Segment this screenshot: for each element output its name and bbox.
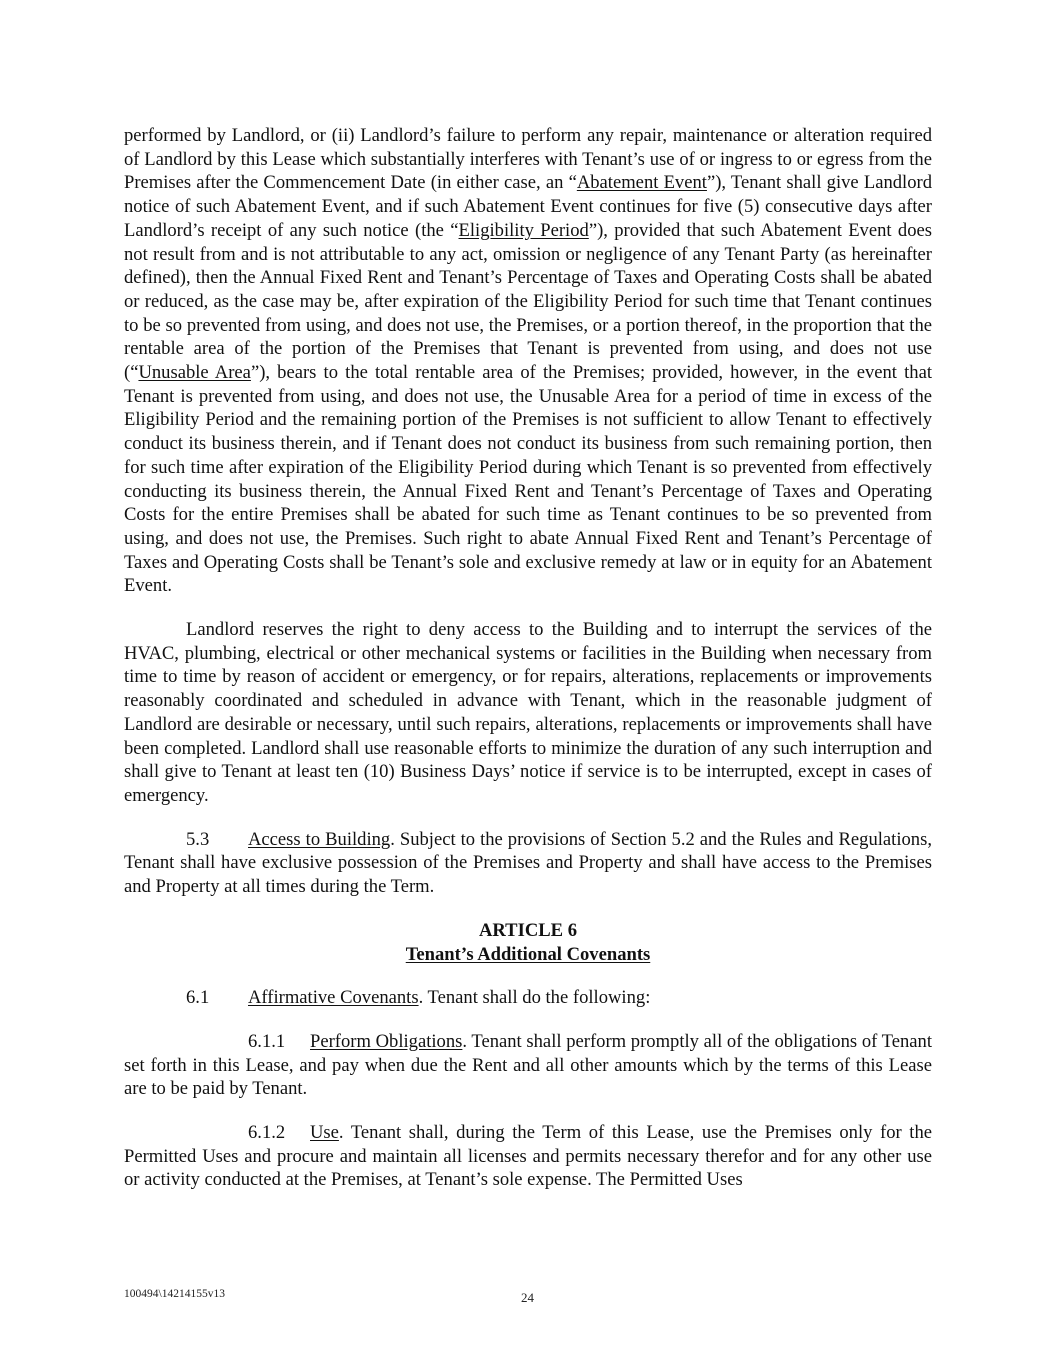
section-number: 6.1.1: [248, 1030, 286, 1052]
section-heading: Use: [310, 1122, 339, 1144]
page-number: 24: [521, 1290, 534, 1305]
section-heading: Affirmative Covenants: [248, 987, 419, 1009]
defined-term-eligibility-period: Eligibility Period: [458, 219, 589, 241]
paragraph-abatement: performed by Landlord, or (ii) Landlord’s failure to perform any repair, maintenance or alteration required of Landlord by this Lease which substantially interferes with Tenant’s use of or ingress to or egress from the Premises after the Commencement Date (in either case, an “Abatement Event”), Tenant shall give Landlord notice of such Abatement Event, and if such Abatement Event continues for five (5) consecutive days after Landlord’s receipt of any such notice (the “Eligibility Period”), provided that such Abatement Event does not result from and is not attributable to any act, omission or negligence of any Tenant Party (as hereinafter defined), then the Annual Fixed Rent and Tenant’s Percentage of Taxes and Operating Costs shall be abated or reduced, as the case may be, after expiration of the Eligibility Period for such time that Tenant continues to be so prevented from using, and does not use, the Premises, or a portion thereof, in the proportion that the rentable area of the portion of the Premises that Tenant is prevented from using, and does not use (“Unusable Area”), bears to the total rentable area of the Premises; provided, however, in the event that Tenant is prevented from using, and does not use, the Unusable Area for a period of time in excess of the Eligibility Period and the remaining portion of the Premises is not sufficient to allow Tenant to effectively conduct its business therein, and if Tenant does not conduct its business from such remaining portion, then for such time after expiration of the Eligibility Period during which Tenant is so prevented from effectively conducting its business therein, the Annual Fixed Rent and Tenant’s Percentage of Taxes and Operating Costs for the entire Premises shall be abated for such time as Tenant continues to be so prevented from using, and does not use, the Premises. Such right to abate Annual Fixed Rent and Tenant’s Percentage of Taxes and Operating Costs shall be Tenant’s sole and exclusive remedy at law or in equity for an Abatement Event.: [124, 125, 932, 597]
defined-term-abatement-event: Abatement Event: [576, 172, 707, 194]
article-heading: [124, 919, 932, 966]
section-6-1-1: 6.1.1 Perform Obligations. Tenant shall perform promptly all of the obligations of Tenant set forth in this Lease, and pay when due the Rent and all other amounts which by the terms of this Lease are to be paid by Tenant.: [124, 1030, 932, 1100]
section-heading: Access to Building: [248, 828, 391, 850]
section-number: 6.1.2: [248, 1122, 286, 1144]
section-6-1: 6.1 Affirmative Covenants. Tenant shall do the following:: [186, 987, 651, 1009]
document-body: [124, 124, 932, 1192]
document-id: 100494\14214155v13: [124, 1288, 225, 1300]
paragraph-landlord-access: Landlord reserves the right to deny access to the Building and to interrupt the services of the HVAC, plumbing, electrical or other mechanical systems or facilities in the Building when necessary from time to time by reason of accident or emergency, or for repairs, alterations, replacements or improvements reasonably coordinated and scheduled in advance with Tenant, which in the reasonable judgment of Landlord are desirable or necessary, until such repairs, alterations, replacements or improvements shall have been completed. Landlord shall use reasonable efforts to minimize the duration of any such interruption and shall give to Tenant at least ten (10) Business Days’ notice if service is to be interrupted, except in cases of emergency.: [124, 619, 932, 806]
defined-term-unusable-area: Unusable Area: [138, 362, 251, 384]
section-number: 6.1: [186, 987, 210, 1009]
section-6-1-2: 6.1.2 Use. Tenant shall, during the Term of this Lease, use the Premises only for the Permitted Uses and procure and maintain all licenses and permits necessary therefor and for any other use or activity conducted at the Premises, at Tenant’s sole expense. The Permitted Uses: [124, 1122, 932, 1191]
section-5-3: 5.3 Access to Building. Subject to the provisions of Section 5.2 and the Rules and Regulations, Tenant shall have exclusive possession of the Premises and Property and shall have access to the Premises and Property at all times during the Term.: [124, 828, 932, 898]
article-title: Tenant’s Additional Covenants: [405, 943, 651, 965]
section-heading: Perform Obligations: [310, 1030, 463, 1052]
section-number: 5.3: [186, 828, 210, 850]
article-label: ARTICLE 6: [478, 919, 578, 941]
